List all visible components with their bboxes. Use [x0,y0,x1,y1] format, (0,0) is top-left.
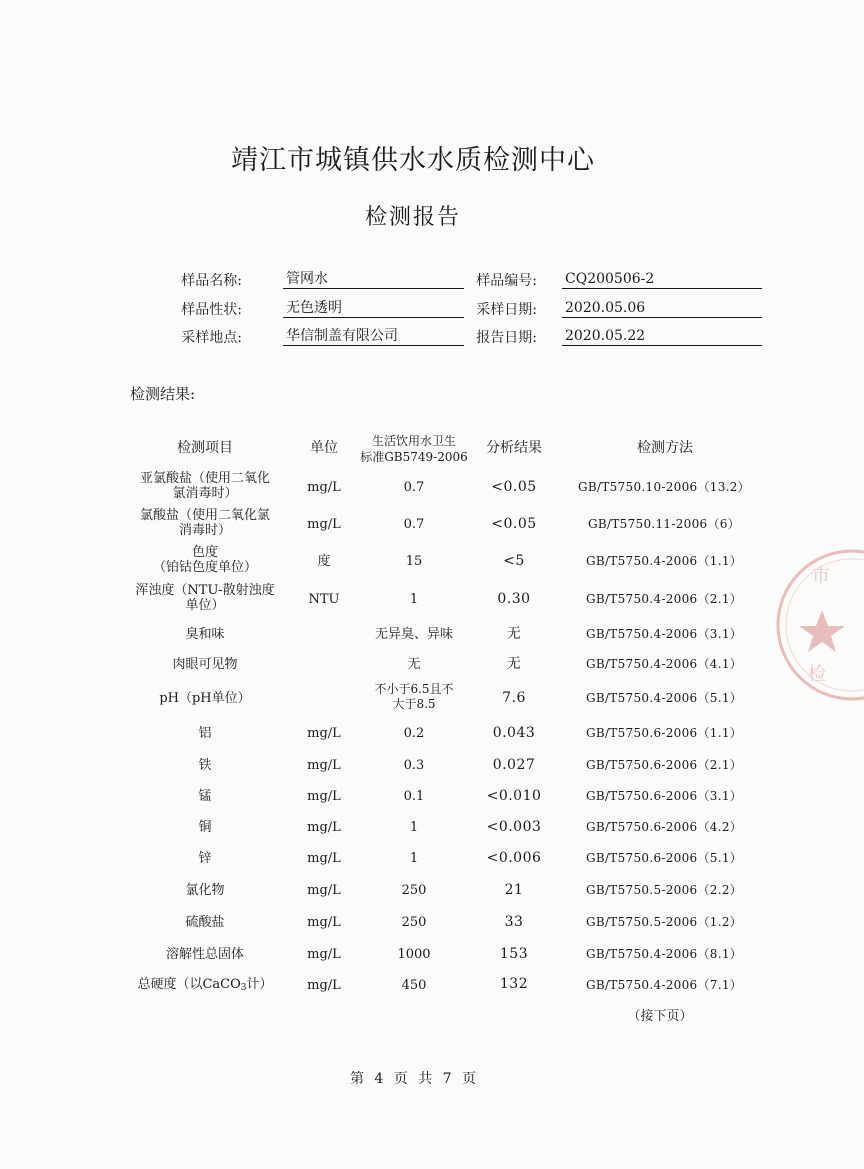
row-item: 铝 [198,726,212,741]
report-date-label: 报告日期: [476,330,537,346]
row-item: 锰 [198,789,212,804]
row-unit: 度 [317,554,331,569]
row-unit: NTU [308,592,340,607]
row-unit: mg/L [307,480,341,495]
page-indicator: 第 4 页 共 7 页 [349,1071,477,1087]
row-result: 0.30 [497,591,531,607]
row-unit: mg/L [307,820,341,835]
row-item: 肉眼可见物 [172,657,238,672]
row-unit: mg/L [307,883,341,898]
sample-code-label: 样品编号: [476,273,537,289]
row-standard: 0.3 [403,758,425,773]
row-method: GB/T5750.4-2006（5.1） [585,691,743,705]
row-method: GB/T5750.4-2006（3.1） [585,627,743,641]
row-standard: 无 [407,657,421,672]
row-item: 铁 [198,758,212,773]
report-title: 检测报告 [364,205,461,230]
row-result: 132 [499,976,529,992]
row-item-line1: 亚氯酸盐（使用二氧化 [139,471,270,486]
row-method: GB/T5750.6-2006（2.1） [585,758,743,772]
row-standard-line2: 大于8.5 [392,697,436,711]
continued-note: （接下页） [627,1009,693,1024]
sample-name-value: 管网水 [283,270,464,289]
row-unit: mg/L [307,726,341,741]
results-label: 检测结果: [130,385,196,403]
row-method: GB/T5750.6-2006（1.1） [585,726,743,740]
row-method: GB/T5750.4-2006（7.1） [585,978,743,992]
svg-text:市: 市 [812,566,830,587]
report-date-value: 2020.05.22 [562,327,762,346]
sampling-location-value: 华信制盖有限公司 [283,327,464,346]
sample-code-value: CQ200506-2 [562,270,762,289]
row-item-line1: 氯酸盐（使用二氧化氯 [139,508,270,523]
row-result: <0.05 [491,516,537,532]
row-result: 21 [504,882,524,898]
row-result: 0.043 [492,725,536,741]
sampling-location-label: 采样地点: [181,330,242,346]
row-standard: 0.7 [403,480,425,495]
row-unit: mg/L [307,851,341,866]
header-item: 检测项目 [177,440,233,456]
header-result: 分析结果 [486,440,542,456]
row-method: GB/T5750.5-2006（1.2） [585,915,743,929]
row-item: 溶解性总固体 [165,947,244,962]
row-unit: mg/L [307,915,341,930]
row-method: GB/T5750.4-2006（2.1） [585,592,743,606]
row-result: 0.027 [492,757,536,773]
header-unit: 单位 [310,440,338,456]
header-standard-line2: 标准GB5749-2006 [360,450,468,464]
row-result: <5 [503,553,525,569]
row-item: 硫酸盐 [185,915,225,930]
row-result: 153 [499,946,529,962]
row-item: pH（pH单位） [159,691,251,706]
row-item: 锌 [198,851,212,866]
row-standard: 1 [409,592,419,607]
sample-property-label: 样品性状: [181,302,242,318]
row-result: <0.010 [486,788,542,804]
row-item-line2: 消毒时） [178,523,231,538]
row-unit: mg/L [307,789,341,804]
row-result: 33 [504,914,524,930]
row-unit: mg/L [307,947,341,962]
row-result: <0.003 [486,819,542,835]
row-standard: 250 [401,883,427,898]
row-item-line1: 色度 [191,545,218,560]
sample-property-value: 无色透明 [283,299,464,318]
row-method: GB/T5750.4-2006（4.1） [585,657,743,671]
row-standard: 0.7 [403,517,425,532]
row-result: <0.05 [491,479,537,495]
row-standard: 1 [409,820,419,835]
row-item: 氯化物 [185,883,225,898]
row-standard: 1 [409,851,419,866]
sampling-date-value: 2020.05.06 [562,299,762,318]
row-item-line2: 单位） [185,598,225,613]
row-standard: 15 [405,554,423,569]
row-method: GB/T5750.11-2006（6） [587,517,740,531]
row-standard: 无异臭、异味 [374,627,453,642]
row-item: 臭和味 [185,627,225,642]
row-unit: mg/L [307,517,341,532]
row-unit: mg/L [307,758,341,773]
row-method: GB/T5750.4-2006（8.1） [585,947,743,961]
row-result: 无 [506,656,522,672]
svg-text:检: 检 [808,664,826,685]
row-standard-line1: 不小于6.5且不 [374,682,454,696]
row-standard: 250 [401,915,427,930]
row-item: 铜 [198,820,212,835]
sampling-date-label: 采样日期: [476,302,537,318]
row-item-line1: 浑浊度（NTU-散射浊度 [135,583,275,598]
row-standard: 0.2 [403,726,425,741]
row-standard: 1000 [397,947,431,962]
row-unit: mg/L [307,978,341,993]
row-result: <0.006 [486,850,542,866]
row-method: GB/T5750.6-2006（3.1） [585,789,743,803]
header-standard-line1: 生活饮用水卫生 [371,434,456,448]
row-standard: 450 [401,978,427,993]
row-method: GB/T5750.5-2006（2.2） [585,883,743,897]
row-method: GB/T5750.6-2006（4.2） [585,820,743,834]
header-method: 检测方法 [637,440,693,456]
sample-name-label: 样品名称: [181,273,242,289]
row-method: GB/T5750.4-2006（1.1） [585,554,743,568]
row-item-line2: 氯消毒时） [172,486,238,501]
organization-title: 靖江市城镇供水水质检测中心 [231,145,595,176]
row-method: GB/T5750.6-2006（5.1） [585,851,743,865]
row-standard: 0.1 [403,789,425,804]
row-item-line2: （铂钴色度单位） [152,560,257,575]
row-item: 总硬度（以CaCO$_3$计） [137,977,273,993]
row-method: GB/T5750.10-2006（13.2） [578,480,750,494]
row-result: 无 [506,626,522,642]
official-stamp-icon [772,540,864,710]
row-result: 7.6 [502,690,526,706]
